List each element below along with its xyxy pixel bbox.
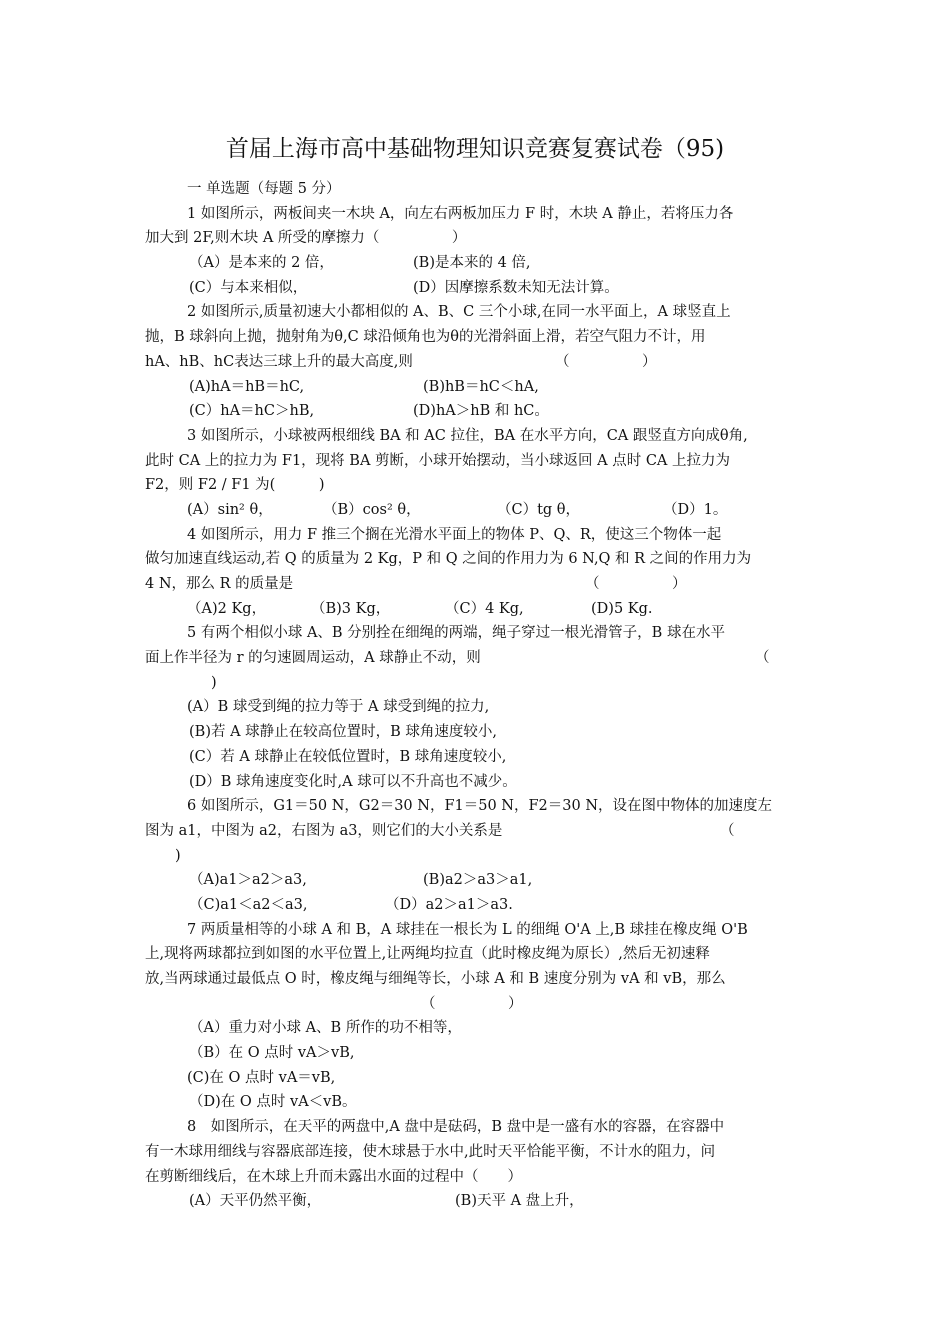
text-line bbox=[145, 473, 807, 498]
text-line bbox=[145, 449, 807, 474]
answer-option: (B)若 A 球静止在较高位置时，B 球角速度较小, bbox=[189, 724, 498, 741]
answer-option: （A)a1＞a2＞a3, bbox=[189, 872, 307, 889]
question-line: 上,现将两球都拉到如图的水平位置上,让两绳均拉直（此时橡皮绳为原长）,然后无初速释 bbox=[145, 946, 710, 963]
text-line bbox=[145, 1189, 807, 1214]
answer-option: （C)a1＜a2＜a3, bbox=[189, 896, 308, 913]
answer-option: （D)在 O 点时 vA＜vB。 bbox=[189, 1094, 357, 1111]
answer-option: (D)5 Kg. bbox=[591, 600, 653, 617]
text-line bbox=[145, 1016, 807, 1041]
question-line: F2，则 F2 / F1 为( ) bbox=[145, 477, 325, 494]
answer-option: （C）tg θ， bbox=[497, 501, 581, 518]
text-line bbox=[145, 720, 807, 745]
question-line: 此时 CA 上的拉力为 F1，现将 BA 剪断，小球开始摆动，当小球返回 A 点时 CA 上拉力为 bbox=[145, 452, 730, 469]
answer-option: (A）sin² θ， bbox=[187, 501, 273, 518]
text-line bbox=[145, 350, 807, 375]
question-line: 2 如图所示,质量初速大小都相似的 A、B、C 三个小球,在同一水平面上，A 球竖直上 bbox=[187, 304, 731, 321]
text-line bbox=[145, 498, 807, 523]
question-line: 图为 a1，中图为 a2，右图为 a3，则它们的大小关系是 bbox=[145, 822, 503, 839]
text-line bbox=[145, 794, 807, 819]
question-line: 4 如图所示，用力 F 推三个搁在光滑水平面上的物体 P、Q、R，使这三个物体一起 bbox=[187, 526, 722, 543]
text-line bbox=[145, 597, 807, 622]
answer-option: (B)天平 A 盘上升， bbox=[455, 1193, 584, 1210]
answer-option: （B）在 O 点时 vA＞vB, bbox=[189, 1045, 355, 1062]
answer-blank: （ bbox=[755, 650, 770, 667]
text-line bbox=[145, 251, 807, 276]
text-line bbox=[145, 547, 807, 572]
answer-option: (D）因摩擦系数未知无法计算。 bbox=[413, 279, 619, 296]
text-line bbox=[145, 276, 807, 301]
answer-option: （B)3 Kg， bbox=[311, 600, 391, 617]
question-line: 放,当两球通过最低点 O 时，橡皮绳与细绳等长，小球 A 和 B 速度分别为 vA 和 vB，那么 bbox=[145, 971, 726, 987]
question-line: ) bbox=[211, 674, 217, 691]
text-line bbox=[145, 375, 807, 400]
question-line: 6 如图所示，G1＝50 N，G2＝30 N，F1＝50 N，F2＝30 N，设在图中物体的加速度左 bbox=[187, 798, 773, 815]
text-line bbox=[145, 325, 807, 350]
text-line bbox=[145, 1165, 807, 1190]
question-line: 做匀加速直线运动,若 Q 的质量为 2 Kg，P 和 Q 之间的作用力为 6 N,Q 和 R 之间的作用力为 bbox=[145, 551, 752, 568]
question-line: 有一木球用细线与容器底部连接，使木球悬于水中,此时天平恰能平衡，不计水的阻力，问 bbox=[145, 1143, 716, 1160]
answer-option: (B)hB＝hC＜hA, bbox=[423, 378, 539, 395]
question-line: 3 如图所示，小球被两根细线 BA 和 AC 拉住，BA 在水平方向，CA 跟竖直方向成θ角, bbox=[187, 427, 748, 444]
text-line bbox=[145, 942, 807, 967]
question-line: 在剪断细线后，在木球上升而未露出水面的过程中（ ） bbox=[145, 1168, 522, 1185]
text-line bbox=[145, 646, 807, 671]
text-line bbox=[145, 745, 807, 770]
text-line bbox=[145, 399, 807, 424]
answer-option: (D）B 球角速度变化时,A 球可以不升高也不减少。 bbox=[189, 773, 517, 790]
text-line bbox=[145, 1041, 807, 1066]
answer-option: （A）是本来的 2 倍， bbox=[189, 255, 334, 272]
answer-option: （A)2 Kg， bbox=[187, 600, 267, 617]
text-line bbox=[145, 1140, 807, 1165]
answer-option: (A）B 球受到绳的拉力等于 A 球受到绳的拉力, bbox=[187, 699, 490, 716]
text-line bbox=[145, 992, 807, 1017]
answer-option: (C)在 O 点时 vA＝vB, bbox=[187, 1069, 336, 1086]
question-line: 5 有两个相似小球 A、B 分别拴在细绳的两端，绳子穿过一根光滑管子，B 球在水平 bbox=[187, 625, 725, 642]
question-line: 4 N，那么 R 的质量是 bbox=[145, 576, 294, 592]
question-line: 7 两质量相等的小球 A 和 B，A 球挂在一根长为 L 的细绳 O'A 上,B 球挂在橡皮绳 O'B bbox=[187, 921, 748, 938]
text-line bbox=[145, 621, 807, 646]
answer-blank: （ ） bbox=[585, 576, 687, 592]
text-line bbox=[145, 300, 807, 325]
answer-blank: （ ） bbox=[421, 995, 523, 1012]
question-line: 面上作半径为 r 的匀速圆周运动，A 球静止不动，则 bbox=[145, 650, 481, 667]
question-line: 8 如图所示，在天平的两盘中,A 盘中是砝码，B 盘中是一盛有水的容器，在容器中 bbox=[187, 1119, 725, 1136]
text-line bbox=[145, 424, 807, 449]
text-line bbox=[145, 1066, 807, 1091]
question-line: hA、hB、hC表达三球上升的最大高度,则 bbox=[145, 353, 413, 370]
answer-option: (A）天平仍然平衡， bbox=[189, 1193, 322, 1210]
answer-option: (C）若 A 球静止在较低位置时，B 球角速度较小, bbox=[189, 748, 507, 765]
answer-option: （D）1。 bbox=[663, 501, 728, 518]
document-body bbox=[145, 177, 807, 1214]
text-line bbox=[145, 1115, 807, 1140]
text-line bbox=[145, 1090, 807, 1115]
text-line bbox=[145, 572, 807, 597]
text-line bbox=[145, 671, 807, 696]
text-line bbox=[145, 523, 807, 548]
answer-option: （D）a2＞a1＞a3. bbox=[385, 896, 513, 913]
answer-option: (B)是本来的 4 倍, bbox=[413, 255, 531, 272]
text-line bbox=[145, 967, 807, 992]
answer-option: （C）4 Kg, bbox=[445, 600, 524, 617]
text-line bbox=[145, 868, 807, 893]
question-line: 加大到 2F,则木块 A 所受的摩擦力（ ） bbox=[145, 230, 467, 247]
answer-option: (B)a2＞a3＞a1, bbox=[423, 872, 533, 889]
answer-option: (D)hA＞hB 和 hC。 bbox=[413, 403, 549, 420]
section-heading: 一 单选题（每题 5 分） bbox=[187, 181, 341, 197]
answer-blank: （ bbox=[720, 822, 735, 839]
answer-blank: （ ） bbox=[555, 353, 657, 370]
text-line bbox=[145, 202, 807, 227]
text-line bbox=[145, 893, 807, 918]
question-line: ) bbox=[175, 847, 181, 864]
question-line: 抛，B 球斜向上抛，抛射角为θ,C 球沿倾角也为θ的光滑斜面上滑，若空气阻力不计，用 bbox=[145, 329, 706, 346]
text-line bbox=[145, 819, 807, 844]
answer-option: (A)hA＝hB＝hC, bbox=[189, 378, 305, 395]
answer-option: （B）cos² θ， bbox=[323, 501, 421, 518]
text-line bbox=[145, 770, 807, 795]
text-line bbox=[145, 695, 807, 720]
page-title: 首届上海市高中基础物理知识竞赛复赛试卷（95) bbox=[225, 136, 725, 162]
answer-option: (C）hA＝hC＞hB, bbox=[189, 403, 315, 420]
text-line bbox=[145, 226, 807, 251]
question-line: 1 如图所示，两板间夹一木块 A，向左右两板加压力 F 时，木块 A 静止，若将压力各 bbox=[187, 205, 734, 222]
answer-option: （A）重力对小球 A、B 所作的功不相等， bbox=[189, 1020, 462, 1037]
question-list bbox=[145, 202, 807, 1214]
text-line bbox=[145, 844, 807, 869]
text-line bbox=[145, 918, 807, 943]
answer-option: (C）与本来相似， bbox=[189, 279, 308, 296]
